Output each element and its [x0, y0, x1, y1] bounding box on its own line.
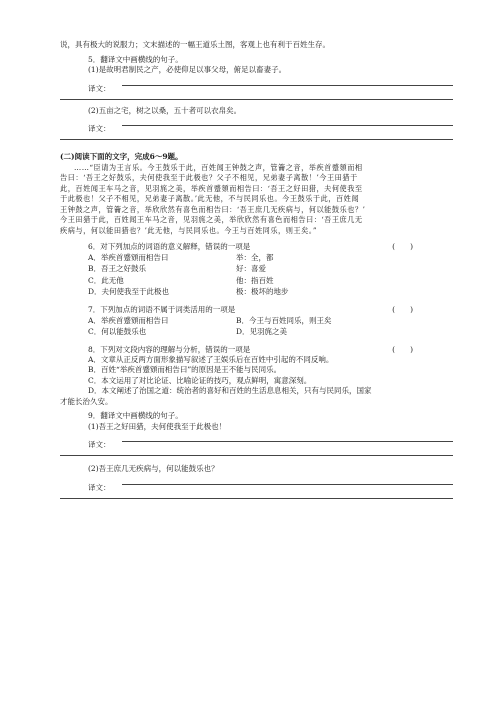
passage-line: 此，百姓闻王车马之音，见羽旄之美，举疾首蹙頞而相告曰：‘吾王之好田猎，夫何使我至 [60, 183, 363, 193]
translation-label: 译文： [88, 83, 111, 93]
q6-option-a-gloss: 举：全，都 [236, 252, 274, 262]
q9-sentence-2: (2)吾王庶几无疾病与，何以能鼓乐也？ [88, 464, 219, 474]
q7-options [60, 315, 453, 338]
q9-2-answer-line [60, 475, 453, 492]
answer-paren: ( ) [392, 344, 413, 354]
translation-label: 译文： [88, 440, 111, 450]
document-page [60, 40, 453, 501]
answer-rule [122, 85, 453, 86]
q5-2-answer-line [60, 116, 453, 133]
q7-stem-row [60, 304, 453, 315]
q7-option-c: C．何以能鼓乐也 [88, 327, 147, 337]
q8-stem: 8．下列对文段内容的理解与分析，错误的一项是 [88, 344, 251, 354]
answer-rule [60, 444, 453, 456]
q5-sentence-2: (2)五亩之宅，树之以桑，五十者可以衣帛矣。 [88, 105, 242, 115]
q6-option-c: C．此无他 [88, 275, 124, 285]
q8-option-a: A．文章从正反两方面形象描写叙述了王娱乐后在百姓中引起的不同反响。 [88, 354, 334, 364]
answer-rule [60, 487, 453, 499]
q5-sentence-1: (1)是故明君制民之产，必使仰足以事父母，俯足以畜妻子。 [88, 65, 287, 74]
q6-option-d-gloss: 极：极坏的地步 [236, 287, 289, 297]
passage-line: 于此极也！父子不相见，兄弟妻子离散。’此无他，不与民同乐也。今王鼓乐于此，百姓闻 [60, 194, 360, 204]
q6-option-d: D．夫何使我至于此极也 [88, 287, 170, 297]
q6-option-c-gloss: 他：指百姓 [236, 275, 274, 285]
passage-line: 告曰：‘吾王之好鼓乐，夫何使我至于此极也？父子不相见，兄弟妻子离散！’今王田猎于 [60, 173, 358, 183]
q7-option-d: D．见羽旄之美 [236, 327, 288, 337]
q8-option-d: D．本文阐述了治国之道：统治者的喜好和百姓的生活息息相关，只有与民同乐，国家 [88, 386, 372, 396]
q8-option-b: B．百姓“举疾首蹙頞而相告曰”的原因是王不能与民同乐。 [88, 365, 282, 375]
q6-option-b-gloss: 好：喜爱 [236, 264, 266, 274]
answer-rule [122, 125, 453, 126]
continuation-line: 说，具有极大的说服力；文末描述的一幅王道乐土图，客观上也有利于百姓生存。 [60, 40, 330, 49]
answer-rule [60, 128, 453, 140]
q8-option-c: C．本文运用了对比论证、比喻论证的技巧，观点鲜明，寓意深刻。 [88, 375, 312, 385]
q7-option-b: B．今王与百姓同乐，则王矣 [236, 315, 332, 325]
answer-paren: ( ) [392, 304, 413, 314]
answer-rule [122, 441, 453, 442]
q6-stem-row [60, 241, 453, 252]
translation-label: 译文： [88, 482, 111, 492]
q9-1-answer-line [60, 432, 453, 450]
passage-line: ……“臣请为王言乐。今王鼓乐于此，百姓闻王钟鼓之声，管籥之音，举疾首蹙頞而相 [74, 162, 363, 172]
answer-rule [122, 484, 453, 485]
answer-rule [60, 88, 453, 100]
q8-stem-row [60, 344, 453, 355]
q6-option-b: B．吾王之好鼓乐 [88, 264, 147, 274]
q9-sentence-1: (1)吾王之好田猎，夫何使我至于此极也！ [88, 421, 227, 431]
q8-option-d-cont: 才能长治久安。 [60, 396, 113, 406]
q6-stem: 6．对下列加点的词语的意义解释，错误的一项是 [88, 241, 251, 251]
q5-1-answer-line [60, 76, 453, 93]
passage-line: 王钟鼓之声，管籥之音，举欣欣然有喜色而相告曰：‘吾王庶几无疾病与，何以能鼓乐也？’ [60, 204, 366, 214]
translation-label: 译文： [88, 124, 111, 133]
q6-options [60, 252, 453, 298]
passage-line: 今王田猎于此，百姓闻王车马之音，见羽旄之美，举欣欣然有喜色而相告曰：‘吾王庶几无 [60, 215, 363, 225]
q9-title: 9．翻译文中画横线的句子。 [88, 411, 183, 421]
section-heading: (二)阅读下面的文字，完成6～9题。 [60, 152, 183, 161]
q7-option-a: A．举疾首蹙頞而相告曰 [88, 315, 169, 325]
q5-title: 5．翻译文中画横线的句子。 [88, 54, 183, 64]
q7-stem: 7．下列加点的词语不属于词类活用的一项是 [88, 304, 236, 314]
passage-line: 疾病与，何以能田猎也？’此无他，与民同乐也。今王与百姓同乐，则王矣。” [60, 226, 318, 236]
answer-paren: ( ) [392, 241, 413, 251]
q6-option-a: A．举疾首蹙頞而相告曰 [88, 252, 169, 262]
